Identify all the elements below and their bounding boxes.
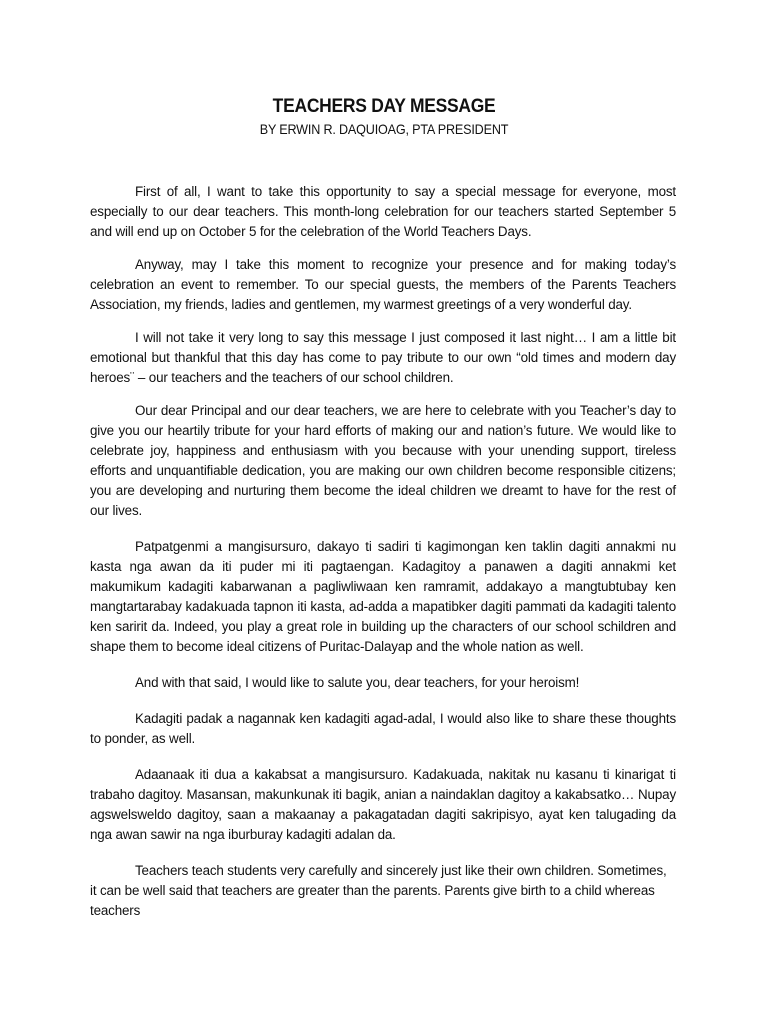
document-header [0, 96, 768, 138]
paragraph: Adaanaak iti dua a kakabsat a mangisursuro. Kadakuada, nakitak nu kasanu ti kinarigat ti trabaho dagitoy. Masansan, makunkunak iti bagik, anian a naindaklan dagitoy a kakabsatko… Nupay agswelsweldo dagitoy, saan a makaanay a pakagatadan dagiti sakripisyo, ayat ken talugading da nga awan sawir na nga iburburay kadagiti adalan da. [90, 767, 676, 842]
paragraph: And with that said, I would like to salute you, dear teachers, for your heroism! [135, 675, 580, 690]
paragraph: Teachers teach students very carefully and sincerely just like their own children. Sometimes, it can be well said that teachers are greater than the parents. Parents give birth to a child whereas teachers [90, 863, 667, 918]
paragraph: First of all, I want to take this opportunity to say a special message for everyone, most especially to our dear teachers. This month-long celebration for our teachers started September 5 and will end up on October 5 for the celebration of the World Teachers Days. [90, 184, 676, 239]
paragraph: Patpatgenmi a mangisursuro, dakayo ti sadiri ti kagimongan ken taklin dagiti annakmi nu kasta nga awan da iti puder mi iti pagtaengan. Kadagitoy a panawen a dagiti annakmi ket makumikum kadagiti kabarwanan a pagliwliwaan ken ramramit, addakayo a mangtubtubay ken mangtartarabay kadakuada tapnon iti kasta, ad-adda a mapatibker dagiti pammati da kadagiti talento ken saririt da. Indeed, you play a great role in building up the characters of our school schildren and shape them to become ideal citizens of Puritac-Dalayap and the whole nation as well. [90, 539, 676, 654]
paragraph: I will not take it very long to say this message I just composed it last night… I am a little bit emotional but thankful that this day has come to pay tribute to our own “old times and modern day heroes¨ – our teachers and the teachers of our school children. [90, 330, 676, 385]
document-title: TEACHERS DAY MESSAGE [272, 96, 496, 117]
paragraph: Anyway, may I take this moment to recognize your presence and for making today’s celebration an event to remember. To our special guests, the members of the Parents Teachers Association, my friends, ladies and gentlemen, my warmest greetings of a very wonderful day. [90, 257, 676, 312]
document-byline: BY ERWIN R. DAQUIOAG, PTA PRESIDENT [259, 121, 509, 137]
paragraph: Kadagiti padak a nagannak ken kadagiti agad-adal, I would also like to share these thoughts to ponder, as well. [90, 711, 676, 746]
paragraph: Our dear Principal and our dear teachers, we are here to celebrate with you Teacher’s day to give you our heartily tribute for your hard efforts of making our and nation’s future. We would like to celebrate joy, happiness and enthusiasm with you because with your unending support, tireless efforts and unquantifiable dedication, you are making our own children become responsible citizens; you are developing and nurturing them become the ideal children we dreamt to have for the rest of our lives. [90, 403, 676, 518]
document-body [90, 182, 676, 934]
